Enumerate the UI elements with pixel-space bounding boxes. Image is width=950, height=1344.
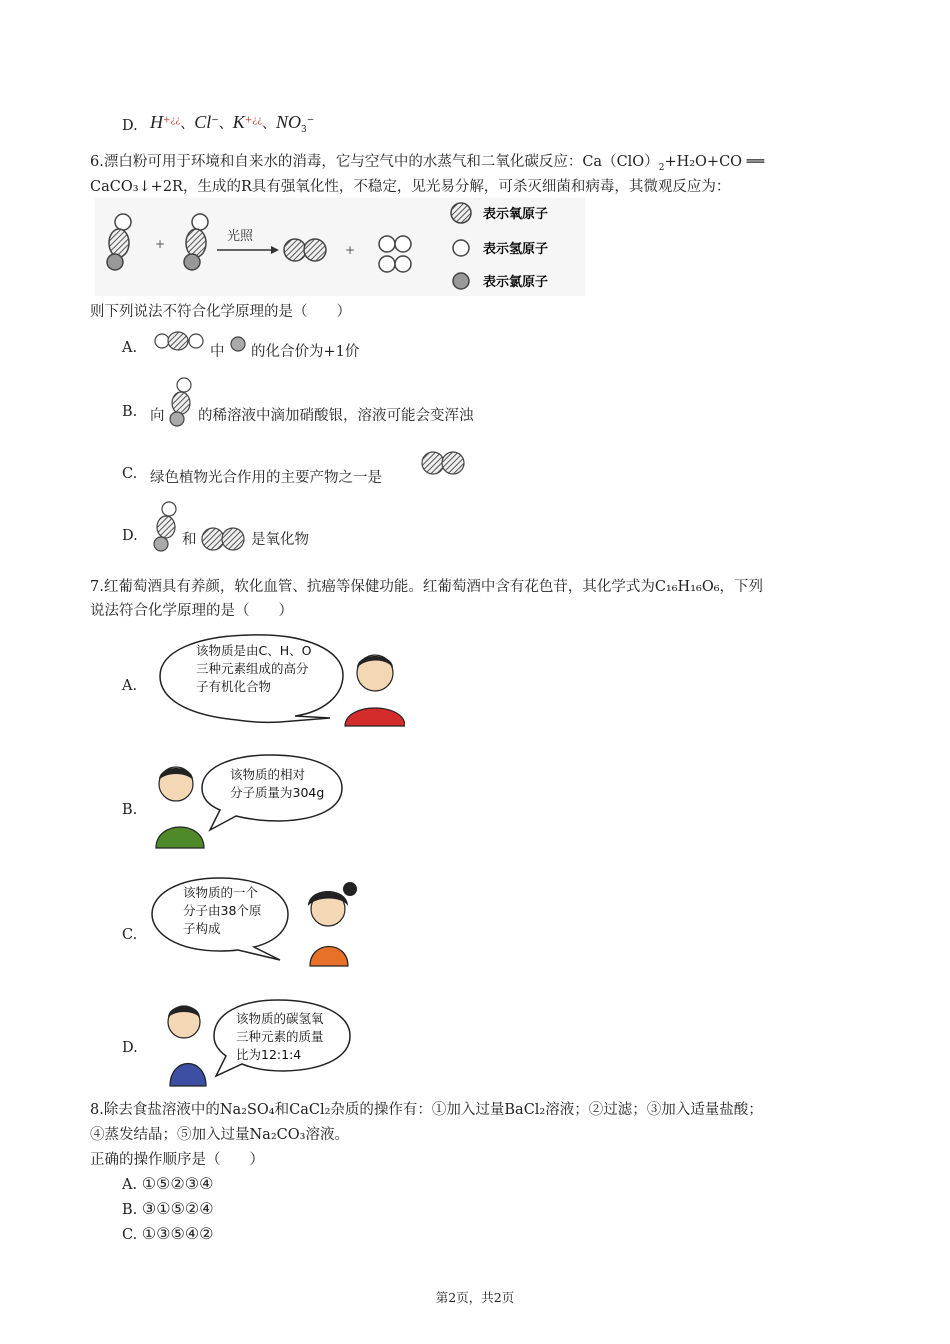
- q6-option-d-mid: 和: [182, 532, 197, 548]
- hclo-molecule-icon: [166, 376, 196, 428]
- plus-sign: +: [155, 237, 166, 251]
- ion-charge: +¿¿: [163, 115, 181, 126]
- clo-molecule-icon: [152, 330, 206, 352]
- q8-option-c: C. ①③⑤④②: [122, 1224, 214, 1243]
- legend-chlorine: 表示氯原子: [483, 275, 549, 290]
- ion-charge: −: [306, 115, 315, 126]
- q5-option-d: [122, 118, 138, 134]
- reaction-diagram: [95, 198, 585, 296]
- q7-option-a-letter: A.: [122, 678, 138, 694]
- student-figure-icon: [308, 882, 357, 966]
- student-figure-icon: [345, 655, 405, 726]
- q6-option-d-tail: 是氧化物: [251, 532, 309, 548]
- q6-option-b-head: 向: [150, 408, 165, 424]
- q6-question: 则下列说法不符合化学原理的是（ ）: [90, 304, 351, 320]
- q6-option-b-tail: 的稀溶液中滴加硝酸银，溶液可能会变浑浊: [198, 408, 474, 424]
- q8-option-b: B. ③①⑤②④: [122, 1199, 214, 1218]
- option-letter: D.: [122, 118, 138, 134]
- chlorine-atom-icon: [453, 273, 469, 289]
- separator: 、: [261, 116, 276, 132]
- hydrogen-atom-icon: [453, 240, 469, 256]
- arrow-label: 光照: [227, 229, 254, 244]
- separator: 、: [218, 116, 233, 132]
- q5-ion-list: [150, 112, 314, 135]
- legend-hydrogen: 表示氢原子: [483, 242, 549, 257]
- student-figure-icon: [156, 767, 204, 848]
- q7-option-c-letter: C.: [122, 927, 138, 943]
- legend-oxygen: 表示氧原子: [483, 207, 549, 222]
- q6-stem-line1: 6.漂白粉可用于环境和自来水的消毒，它与空气中的水蒸气和二氧化碳反应：$Ca(ClO)_2+H_2O+CO$ ══: [90, 154, 765, 173]
- bubble-text: 该物质的一个 分子由38个原 子构成: [183, 885, 262, 936]
- q8-question: 正确的操作顺序是（ ）: [90, 1152, 264, 1168]
- o2-molecule-icon: [420, 450, 468, 476]
- q6-option-a-tail: 的化合价为+1价: [251, 344, 360, 360]
- o2-molecule-icon: [200, 526, 248, 552]
- ion-no3: NO: [275, 112, 301, 132]
- q7-option-d-letter: D.: [122, 1040, 138, 1056]
- q7-option-b-letter: B.: [122, 802, 138, 818]
- q8-stem-line1: 8.除去食盐溶液中的Na₂SO₄和CaCl₂杂质的操作有：①加入过量BaCl₂溶液；②过滤；③加入适量盐酸；: [90, 1102, 763, 1118]
- ion-k: K: [232, 112, 245, 132]
- separator: 、: [180, 116, 195, 132]
- page-footer: 第2页，共2页: [435, 1290, 515, 1305]
- bubble-text: 该物质的相对 分子质量为304g: [230, 767, 325, 800]
- hclo-molecule-icon: [150, 500, 180, 554]
- q7-stem-line1: 7.红葡萄酒具有养颜，软化血管、抗癌等保健功能。红葡萄酒中含有花色苷，其化学式为C₁₆H₁₆O₆，下列: [90, 579, 764, 595]
- chlorine-atom-icon: [228, 334, 248, 354]
- bubble-text: 该物质的碳氢氧 三种元素的质量 比为12:1:4: [236, 1011, 324, 1062]
- q6-option-a-mid: 中: [210, 344, 225, 360]
- q6-option-d-letter: D.: [122, 528, 138, 544]
- plus-sign: +: [345, 243, 356, 257]
- subscript: 3: [301, 124, 307, 135]
- ion-h: H: [150, 112, 163, 132]
- q8-stem-line2: ④蒸发结晶；⑤加入过量Na₂CO₃溶液。: [90, 1127, 349, 1143]
- q8-option-a: A. ①⑤②③④: [122, 1174, 214, 1193]
- q6-option-c-text: 绿色植物光合作用的主要产物之一是: [150, 470, 382, 486]
- q6-stem-line2: CaCO₃↓+2R，生成的R具有强氧化性，不稳定，见光易分解，可杀灭细菌和病毒，其微观反应为：: [90, 179, 731, 195]
- q6-option-b-letter: B.: [122, 404, 138, 420]
- student-figure-icon: [168, 1006, 206, 1086]
- q6-option-c-letter: C.: [122, 466, 138, 482]
- bubble-text: 该物质是由C、H、O 三种元素组成的高分 子有机化合物: [196, 643, 312, 694]
- ion-cl: Cl: [194, 112, 212, 132]
- ion-charge: +¿¿: [244, 115, 262, 126]
- ion-charge: −: [211, 115, 219, 126]
- q6-option-a-letter: A.: [122, 340, 138, 356]
- q7-stem-line2: 说法符合化学原理的是（ ）: [90, 603, 293, 619]
- oxygen-atom-icon: [451, 203, 471, 223]
